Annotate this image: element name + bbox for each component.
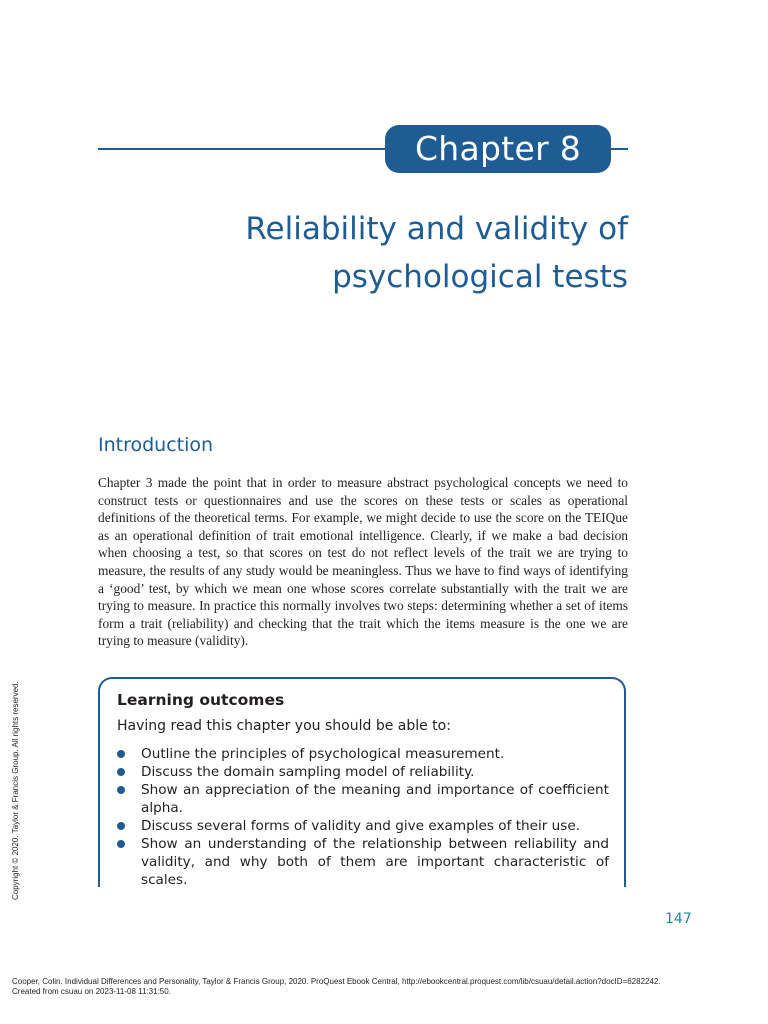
footer-citation <box>12 977 661 997</box>
learning-outcome-text: Show an understanding of the relationship between reliability and validity, and why both of them are important characteristic of scales. <box>141 836 609 888</box>
footer-citation-line-2: Created from csuau on 2023-11-08 11:31:50. <box>12 987 171 996</box>
section-heading-introduction: Introduction <box>98 434 214 456</box>
learning-outcome-item <box>117 781 609 817</box>
introduction-paragraph: Chapter 3 made the point that in order to measure abstract psychological concepts we need to construct tests or questionnaires and use the scores on these tests or scales as operational definitions of the theoretical terms. For example, we might decide to use the score on the TEIQue as an operational definition of trait emotional intelligence. Clearly, if we make a bad decision when choosing a test, so that scores on test do not reflect levels of the trait we are trying to measure, the results of any study would be meaningless. Thus we have to find ways of identifying a ‘good’ test, by which we mean one whose scores correlate substantially with the trait we are trying to measure. In practice this normally involves two steps: determining whether a set of items form a trait (reliability) and checking that the trait which the items measure is the one we are trying to measure (validity). <box>98 475 628 649</box>
learning-outcome-item <box>117 745 609 763</box>
bullet-icon <box>117 750 125 758</box>
learning-outcome-item <box>117 817 609 835</box>
chapter-title-line-1: Reliability and validity of <box>245 211 628 247</box>
chapter-label: Chapter 8 <box>385 125 611 173</box>
chapter-rule-left <box>98 148 388 150</box>
bullet-icon <box>117 768 125 776</box>
learning-outcome-item <box>117 763 609 781</box>
learning-outcomes-intro: Having read this chapter you should be able to: <box>117 718 451 734</box>
bullet-icon <box>117 840 125 848</box>
page-number: 147 <box>665 911 692 927</box>
copyright-notice: Copyright © 2020. Taylor & Francis Group. All rights reserved. <box>11 681 20 900</box>
learning-outcomes-list <box>117 745 609 889</box>
learning-outcome-text: Show an appreciation of the meaning and importance of coefficient alpha. <box>141 782 609 816</box>
chapter-title-line-2: psychological tests <box>332 259 628 295</box>
learning-outcome-text: Outline the principles of psychological measurement. <box>141 746 505 762</box>
chapter-title <box>68 205 628 301</box>
bullet-icon <box>117 786 125 794</box>
learning-outcome-text: Discuss the domain sampling model of reliability. <box>141 764 475 780</box>
footer-citation-line-1: Cooper, Colin. Individual Differences and Personality, Taylor & Francis Group, 2020. ProQuest Ebook Central, http://ebookcentral.proquest.com/lib/csuau/detail.action?docID=6282242. <box>12 977 661 986</box>
learning-outcomes-title: Learning outcomes <box>117 691 285 709</box>
learning-outcome-text: Discuss several forms of validity and give examples of their use. <box>141 818 581 834</box>
learning-outcome-item <box>117 835 609 889</box>
bullet-icon <box>117 822 125 830</box>
